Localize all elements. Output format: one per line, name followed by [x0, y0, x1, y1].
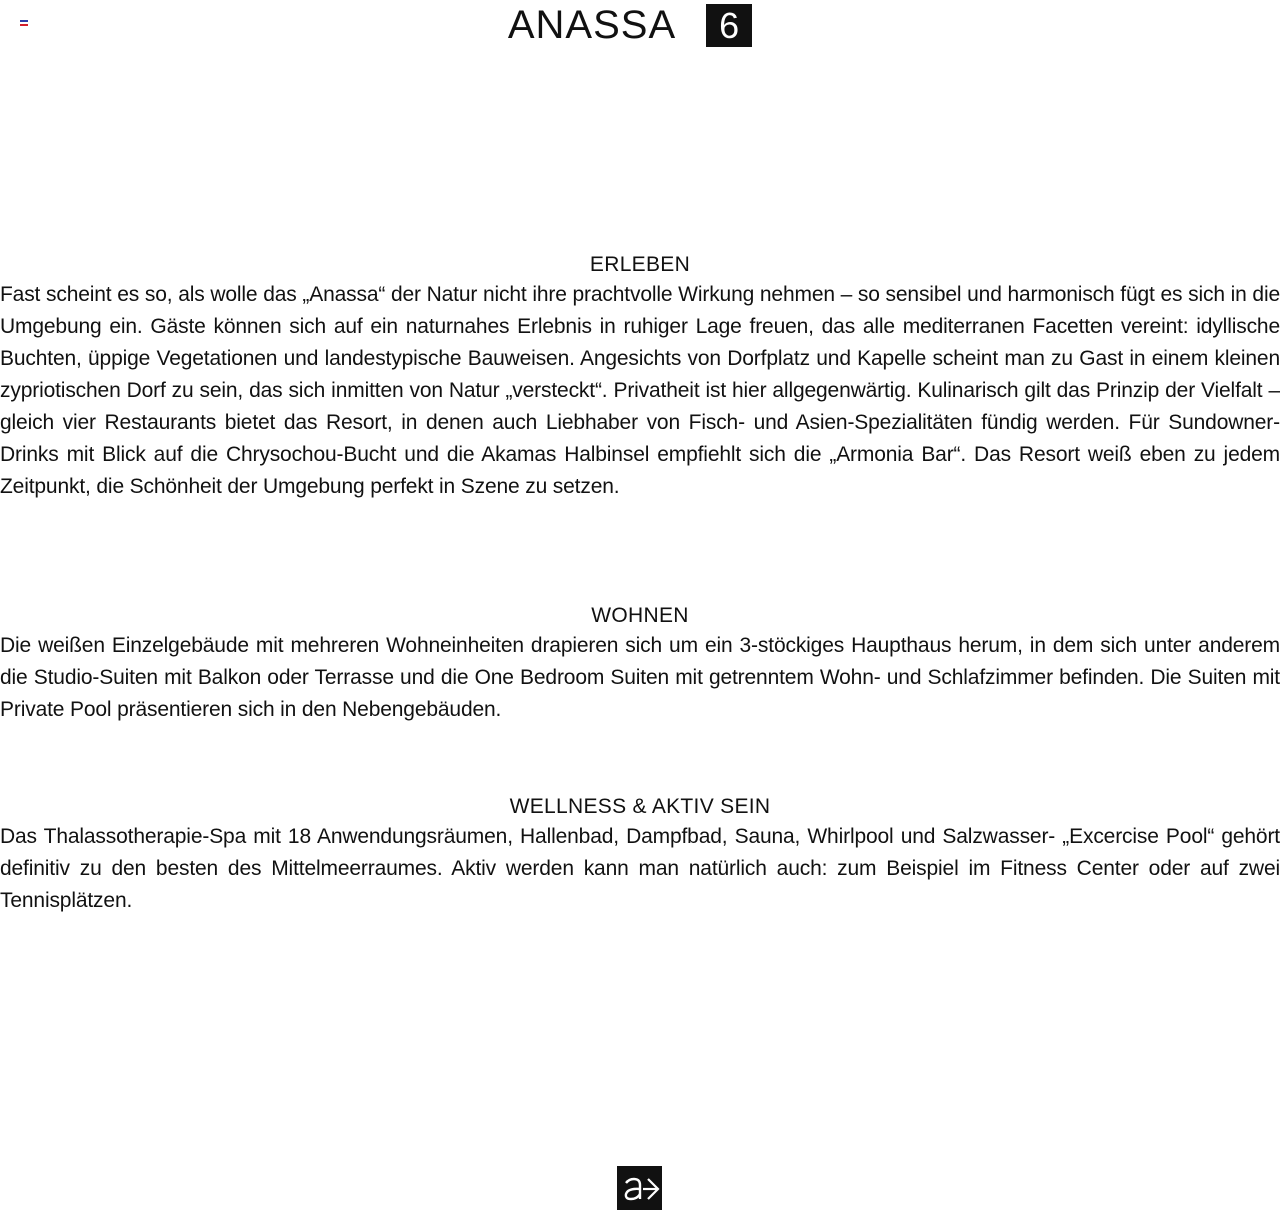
section-heading: WOHNEN [591, 604, 689, 627]
page-header [0, 2, 1280, 48]
section-body: Das Thalassotherapie-Spa mit 18 Anwendungsräumen, Hallenbad, Dampfbad, Sauna, Whirlpool und Salzwasser- „Excercise Pool“ gehört definitiv zu den besten des Mittelmeerraumes. Aktiv werden kann man natürlich auch: zum Beispiel im Fitness Center oder auf zwei Tennisplätzen. [0, 825, 1280, 912]
section-body: Die weißen Einzelgebäude mit mehreren Wohneinheiten drapieren sich um ein 3-stöckiges Haupthaus herum, in dem sich unter anderem die Studio-Suiten mit Balkon oder Terrasse und die One Bedroom Suiten mit getrenntem Wohn- und Schlafzimmer befinden. Die Suiten mit Private Pool präsentieren sich in den Nebengebäuden. [0, 634, 1280, 721]
section-wellness [0, 793, 1280, 917]
hotel-title: ANASSA [507, 3, 677, 47]
section-erleben [0, 251, 1280, 503]
section-body: Fast scheint es so, als wolle das „Anassa“ der Natur nicht ihre prachtvolle Wirkung nehmen – so sensibel und harmonisch fügt es sich in die Umgebung ein. Gäste können sich auf ein naturnahes Erlebnis in ruhiger Lage freuen, das alle mediterranen Facetten vereint: idyllische Buchten, üppige Vegetationen und landestypische Bauweisen. Angesichts von Dorfplatz und Kapelle scheint man zu Gast in einem kleinen zypriotischen Dorf zu sein, das sich inmitten von Natur „versteckt“. Privatheit ist hier allgegenwärtig. Kulinarisch gilt das Prinzip der Vielfalt – gleich vier Restaurants bietet das Resort, in denen auch Liebhaber von Fisch- und Asien-Spezialitäten fündig werden. Für Sundowner-Drinks mit Blick auf die Chrysochou-Bucht und die Akamas Halbinsel empfiehlt sich die „Armonia Bar“. Das Resort weiß eben zu jedem Zeitpunkt, die Schönheit der Umgebung perfekt in Szene zu setzen. [0, 283, 1280, 498]
a-arrow-logo-icon[interactable] [617, 1166, 662, 1210]
section-heading: WELLNESS & AKTIV SEIN [509, 795, 771, 818]
section-wohnen [0, 602, 1280, 726]
section-heading: ERLEBEN [589, 253, 691, 276]
page-number-badge: 6 [706, 4, 752, 47]
